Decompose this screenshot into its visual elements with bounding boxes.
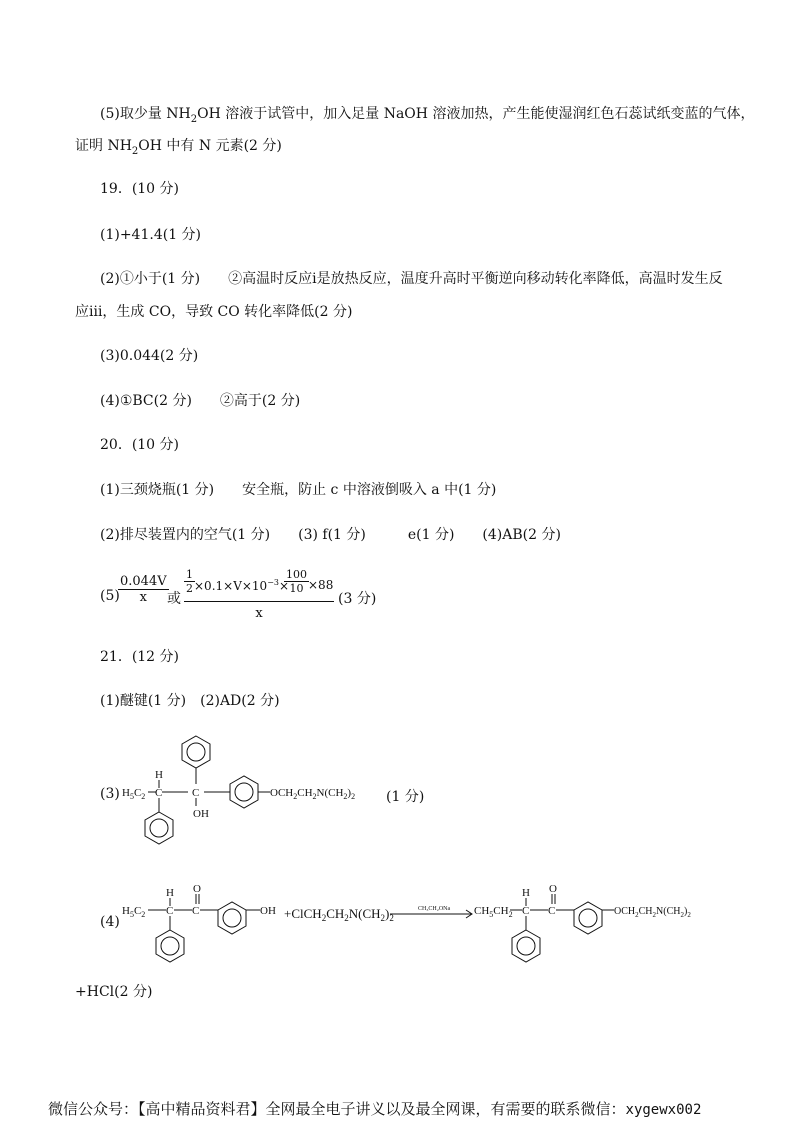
r-ethyl: $H_5C_2$: [122, 905, 146, 919]
numerator-term-c: ×88: [308, 578, 334, 592]
p-phenyl-circle: [517, 937, 535, 955]
footer-wechat: [48, 1098, 701, 1119]
q19-header: 19．(10 分): [100, 181, 180, 197]
q19-part2-line2: 应ⅲ，生成 CO，导致 CO 转化率降低(2 分): [75, 304, 353, 320]
q20-part2: (2)排尽装置内的空气(1 分) (3) f(1 分) e(1 分) (4)AB(2 分): [100, 527, 561, 543]
q18-5-line2: [75, 136, 282, 162]
q19-part4: (4)①BC(2 分) ②高于(2 分): [100, 393, 301, 409]
r-ring-circle: [223, 909, 241, 927]
fraction-2-bar: [184, 601, 334, 602]
q18-5-text-a: (5)取少量 NH: [100, 106, 191, 122]
bottom-benzene-circle: [150, 819, 168, 837]
p-ethyl: $CH_5CH_2$: [474, 905, 513, 919]
p-o-label: O: [549, 883, 557, 895]
q18-5-text-d: OH 中有 N 元素(2 分): [138, 138, 282, 154]
q21-part3: [100, 728, 500, 858]
hundred-numerator: 100: [286, 568, 307, 581]
q20-part5-score: (3 分): [338, 591, 377, 607]
q21-part1-2: (1)醚键(1 分) (2)AD(2 分): [100, 693, 280, 709]
q21-part3-label: (3): [100, 786, 120, 802]
q21-part4-hcl: +HCl(2 分): [75, 984, 153, 1000]
q19-part1: (1)+41.4(1 分): [100, 227, 202, 243]
s3-c-label: C: [192, 787, 200, 799]
q19-part3: (3)0.044(2 分): [100, 348, 199, 364]
footer-wechat-id: xygewx002: [625, 1102, 702, 1118]
or-text: 或: [167, 591, 181, 607]
fraction-1-denominator: x: [139, 590, 147, 605]
q18-5-text-b: OH 溶液于试管中，加入足量 NaOH 溶液加热，产生能使湿润红色石蕊试纸变蓝的气体，: [197, 106, 755, 122]
p-side-chain: $OCH_2CH_2N(CH_2)_2$: [614, 906, 691, 919]
subscript: 2: [190, 113, 198, 125]
structure-3-svg: [100, 728, 500, 858]
fraction-1-numerator: 0.044V: [120, 574, 167, 589]
r-phenyl: [156, 930, 184, 962]
footer-text: 微信公众号：【高中精品资料君】全网最全电子讲义以及最全网课，有需要的联系微信：: [48, 1100, 626, 1118]
s3-h-label: H: [155, 769, 163, 781]
fraction-2-numerator: [184, 568, 334, 600]
bottom-benzene-ring: [145, 812, 173, 844]
r-h-label: H: [166, 887, 174, 899]
fraction-1: [118, 574, 169, 605]
top-benzene-ring: [182, 736, 210, 768]
fraction-2: [184, 568, 334, 628]
p-ring-circle: [579, 909, 597, 927]
q20-part5-label: (5): [100, 588, 120, 604]
reaction-condition: CH₃CH₂ONa: [418, 906, 451, 912]
q20-header: 20．(10 分): [100, 437, 180, 453]
subscript: 2: [131, 145, 139, 157]
p-c2-label: C: [522, 905, 530, 917]
numerator-times: ×: [278, 579, 290, 593]
r-c2-label: C: [192, 905, 200, 917]
half-denominator: 2: [186, 582, 193, 595]
q21-part3-score: (1 分): [386, 789, 425, 805]
r-o-label: O: [193, 883, 201, 895]
r-oh-label: OH: [260, 905, 276, 917]
top-benzene-circle: [187, 743, 205, 761]
fraction-2-denominator: x: [255, 606, 263, 621]
numerator-term-a: ×0.1×V×10: [194, 579, 268, 593]
p-c-label: C: [548, 905, 556, 917]
q21-header: 21．(12 分): [100, 649, 180, 665]
reaction-4-svg: [100, 874, 740, 974]
q21-part4-label: (4): [100, 914, 120, 930]
ten-denominator: 10: [289, 582, 304, 595]
s3-c2-label: C: [155, 787, 163, 799]
half-numerator: 1: [186, 568, 193, 581]
reagent: $+ClCH_2CH_2N(CH_2)_2$: [284, 906, 394, 923]
q20-part5-formula: [100, 566, 520, 630]
q20-part1: (1)三颈烧瓶(1 分) 安全瓶，防止 c 中溶液倒吸入 a 中(1 分): [100, 482, 497, 498]
p-h-label: H: [522, 887, 530, 899]
r-c-label: C: [166, 905, 174, 917]
p-phenyl: [512, 930, 540, 962]
q19-part2-line1: (2)①小于(1 分) ②高温时反应ⅰ是放热反应，温度升高时平衡逆向移动转化率降低，高温时发生反: [100, 271, 723, 287]
right-benzene-ring: [230, 776, 258, 808]
r-ring: [218, 902, 246, 934]
p-ring: [574, 902, 602, 934]
r-phenyl-circle: [161, 937, 179, 955]
q18-5-line1: [100, 104, 754, 130]
right-benzene-circle: [235, 783, 253, 801]
s3-oh-label: OH: [193, 808, 209, 820]
s3-side-chain: $OCH_2CH_2N(CH_2)_2$: [270, 787, 356, 801]
exponent: −3: [267, 578, 279, 587]
s3-ethyl: $H_5C_2$: [122, 787, 146, 801]
q18-5-text-c: 证明 NH: [75, 138, 132, 154]
q21-part4: [100, 874, 740, 974]
